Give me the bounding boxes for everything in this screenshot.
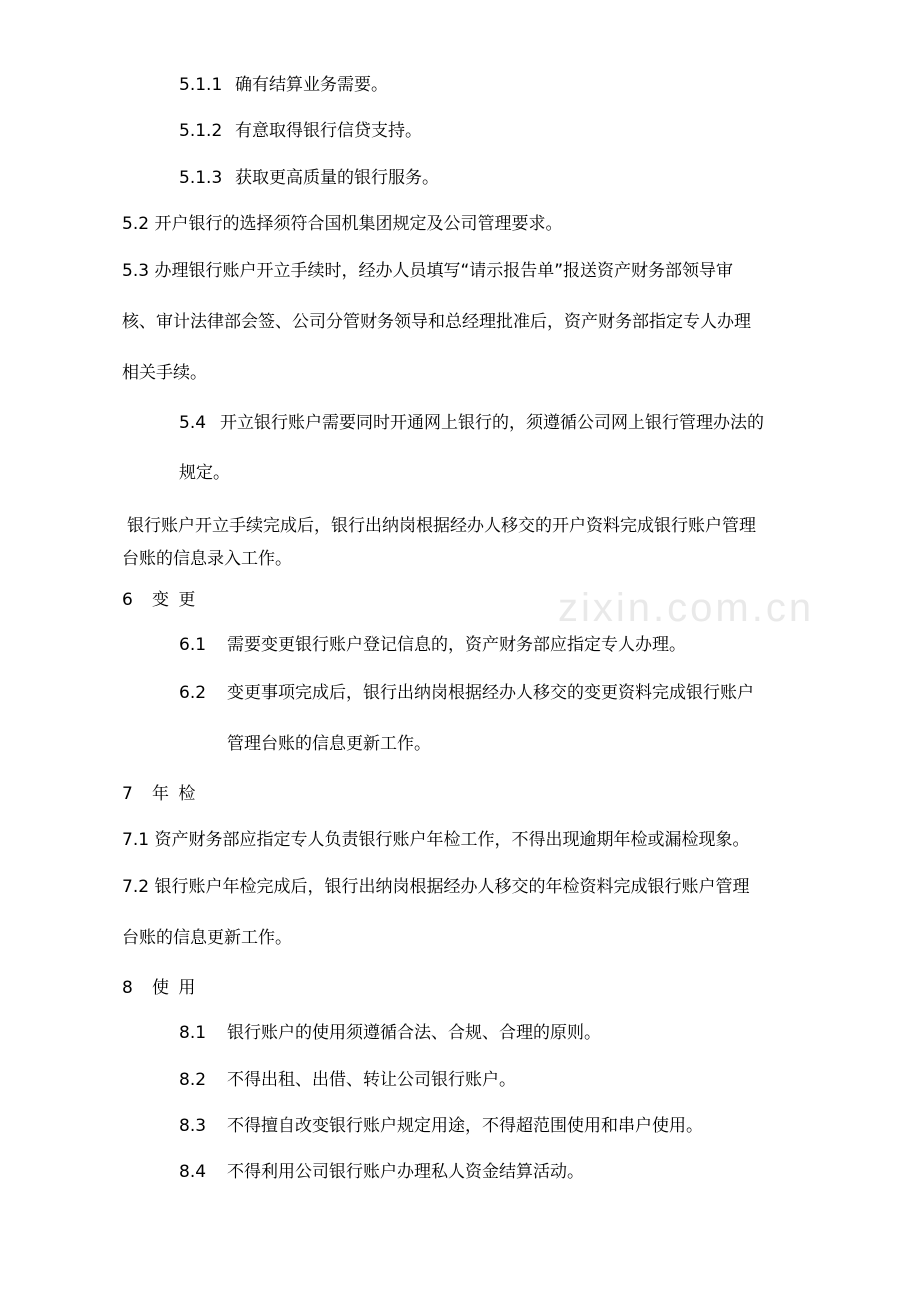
clause-number: 8.3	[179, 1116, 207, 1136]
section-title: 变 更	[152, 590, 198, 610]
clause-number: 6.2	[179, 683, 207, 703]
clause-6-2-line-1	[179, 682, 754, 704]
clause-number: 8.2	[179, 1070, 207, 1090]
clause-number: 8.1	[179, 1023, 207, 1043]
clause-5-1-2	[179, 120, 422, 142]
clause-7-2-line-1: 7.2 银行账户年检完成后，银行出纳岗根据经办人移交的年检资料完成银行账户管理	[122, 877, 750, 897]
clause-8-2	[179, 1069, 516, 1091]
clause-text: 不得出租、出借、转让公司银行账户。	[227, 1070, 516, 1090]
clause-5-1-3	[179, 167, 439, 189]
clause-text: 需要变更银行账户登记信息的，资产财务部应指定专人办理。	[227, 635, 686, 655]
clause-text: 获取更高质量的银行服务。	[235, 168, 439, 188]
clause-5-4-line-1	[179, 412, 764, 434]
clause-5-1-1	[179, 74, 388, 96]
clause-text: 有意取得银行信贷支持。	[235, 121, 422, 141]
clause-5-3-line-2: 核、审计法律部会签、公司分管财务领导和总经理批准后，资产财务部指定专人办理	[122, 312, 751, 332]
clause-text: 不得利用公司银行账户办理私人资金结算活动。	[227, 1162, 584, 1182]
clause-5-3-line-1: 5.3 办理银行账户开立手续时，经办人员填写“请示报告单”报送资产财务部领导审	[122, 261, 734, 281]
clause-8-4	[179, 1161, 584, 1183]
clause-text: 确有结算业务需要。	[235, 75, 388, 95]
clause-text: 开立银行账户需要同时开通网上银行的，须遵循公司网上银行管理办法的	[220, 413, 764, 433]
clause-text: 不得擅自改变银行账户规定用途，不得超范围使用和串户使用。	[227, 1116, 703, 1136]
clause-6-1	[179, 634, 686, 656]
clause-text: 变更事项完成后，银行出纳岗根据经办人移交的变更资料完成银行账户	[227, 683, 754, 703]
clause-number: 6.1	[179, 635, 207, 655]
clause-number: 5.1.1	[179, 75, 223, 95]
section-6-heading	[122, 589, 197, 611]
section-title: 使 用	[152, 978, 198, 998]
clause-text: 银行账户的使用须遵循合法、合规、合理的原则。	[227, 1023, 601, 1043]
clause-number: 5.4	[179, 413, 207, 433]
clause-5-4-line-2: 规定。	[179, 463, 230, 483]
clause-5-2: 5.2 开户银行的选择须符合国机集团规定及公司管理要求。	[122, 214, 563, 234]
watermark: zixin.com.cn	[558, 586, 815, 630]
clause-8-1	[179, 1022, 601, 1044]
section-number: 8	[122, 978, 133, 998]
clause-5-3-line-3: 相关手续。	[122, 363, 207, 383]
section-title: 年 检	[152, 784, 198, 804]
paragraph-ledger-line-1: 银行账户开立手续完成后，银行出纳岗根据经办人移交的开户资料完成银行账户管理	[127, 516, 756, 536]
clause-number: 8.4	[179, 1162, 207, 1182]
clause-number: 5.1.3	[179, 168, 223, 188]
clause-8-3	[179, 1115, 703, 1137]
section-number: 6	[122, 590, 133, 610]
clause-7-2-line-2: 台账的信息更新工作。	[122, 928, 292, 948]
clause-6-2-line-2: 管理台账的信息更新工作。	[227, 734, 431, 754]
section-7-heading	[122, 783, 197, 805]
paragraph-ledger-line-2: 台账的信息录入工作。	[122, 549, 292, 569]
section-number: 7	[122, 784, 133, 804]
section-8-heading	[122, 977, 197, 999]
clause-number: 5.1.2	[179, 121, 223, 141]
clause-7-1: 7.1 资产财务部应指定专人负责银行账户年检工作，不得出现逾期年检或漏检现象。	[122, 830, 750, 850]
